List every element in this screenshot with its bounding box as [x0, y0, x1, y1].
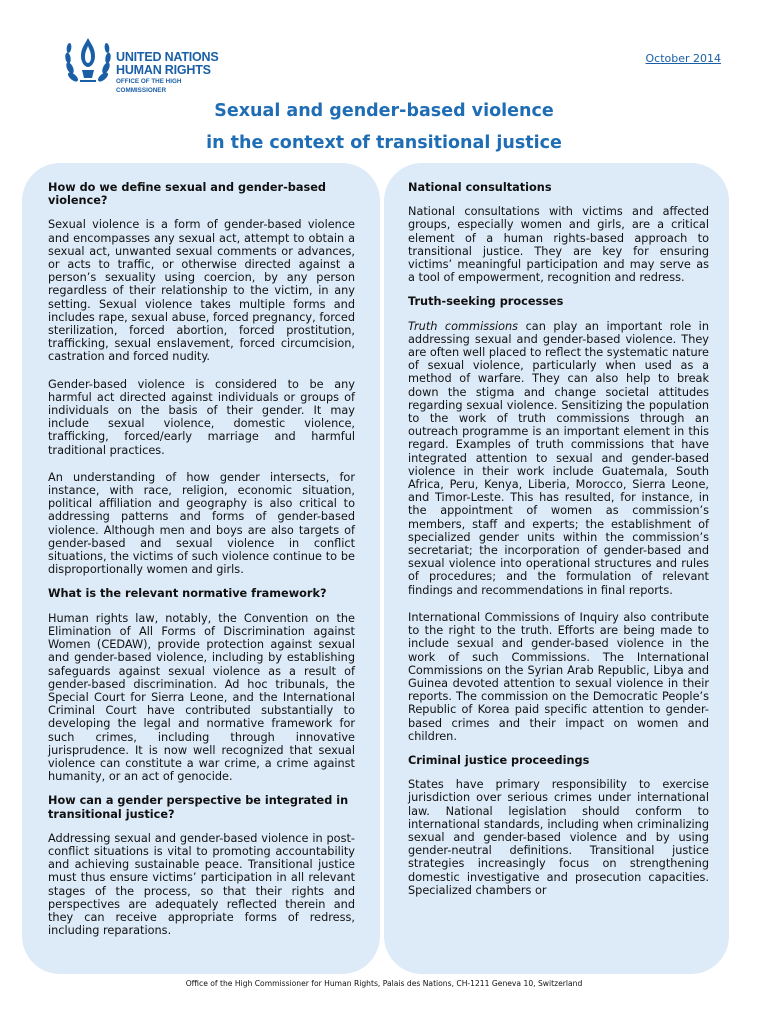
paragraph-normative-framework: Human rights law, notably, the Convention on the Elimination of All Forms of Discrimination against Women (CEDAW), provide protection against sexual and gender-based violence, including by establishing safeguards against sexual violence as a result of gender-based discrimination. Ad hoc tribunals, the Special Court for Sierra Leone, and the International Criminal Court have contributed substantially to developing the legal and normative framework for such crimes, including through innovative jurisprudence. It is now well recognized that sexual violence can constitute a war crime, a crime against humanity, or an act of genocide. — [48, 611, 355, 784]
heading-gender-perspective: How can a gender perspective be integrated in transitional justice? — [48, 794, 349, 821]
heading-criminal-justice: Criminal justice proceedings — [408, 753, 590, 767]
paragraph-truth-commissions — [408, 320, 709, 597]
paragraph-intersectionality: An understanding of how gender intersects, for instance, with race, religion, economic situation, political affiliation and geography is also critical to addressing patterns and forms of gender-based violence. Although men and boys are also targets of gender-based and sexual violence in conflict situations, the victims of such violence continue to be disproportionally women and girls. — [48, 470, 355, 577]
paragraph-sexual-violence-definition: Sexual violence is a form of gender-based violence and encompasses any sexual act, attempt to obtain a sexual act, unwanted sexual comments or advances, or acts to traffic, or otherwise directed against a person’s sexuality using coercion, by any person regardless of their relationship to the victim, in any setting. Sexual violence takes multiple forms and includes rape, sexual abuse, forced pregnancy, forced sterilization, forced abortion, forced prostitution, trafficking, sexual enslavement, forced circumcision, castration and forced nudity. — [48, 218, 355, 364]
ohchr-logo — [62, 34, 232, 94]
page-title-line2: in the context of transitional justice — [206, 133, 562, 153]
paragraph-national-consultations: National consultations with victims and affected groups, especially women and girls, are a critical element of a human rights-based approach to transitional justice. They are key for ensuring victims’ meaningful participation and may serve as a tool of empowerment, recognition and redress. — [408, 205, 709, 285]
truth-commissions-emphasis: Truth commissions — [408, 319, 519, 333]
page-title-line1: Sexual and gender-based violence — [214, 101, 554, 121]
footer-address: Office of the High Commissioner for Human Rights, Palais des Nations, CH-1211 Geneva 10, Switzerland — [185, 979, 583, 988]
un-emblem-icon — [62, 34, 114, 90]
paragraph-criminal-justice: States have primary responsibility to exercise jurisdiction over serious crimes under international law. National legislation should conform to international standards, including when criminalizing sexual and gender-based violence and by using gender-neutral definitions. Transitional justice strategies increasingly focus on strengthening domestic investigative and prosecution capacities. Specialized chambers or — [408, 778, 709, 897]
logo-line-un: UNITED NATIONS — [116, 50, 219, 64]
heading-national-consultations: National consultations — [408, 181, 552, 194]
logo-line-hr: HUMAN RIGHTS — [116, 63, 211, 77]
logo-wordmark — [116, 51, 232, 95]
right-column-panel — [384, 163, 729, 974]
logo-line-ohchr: OFFICE OF THE HIGH COMMISSIONER — [116, 78, 182, 94]
paragraph-gender-perspective: Addressing sexual and gender-based violence in post-conflict situations is vital to promoting accountability and achieving sustainable peace. Transitional justice must thus ensure victims’ participation in all relevant stages of the process, so that their rights and perspectives are adequately reflected therein and they can receive appropriate forms of redress, including reparations. — [48, 831, 355, 938]
publication-date[interactable]: October 2014 — [645, 52, 721, 65]
paragraph-gbv-definition: Gender-based violence is considered to be any harmful act directed against individuals or groups of individuals on the basis of their gender. It may include sexual violence, domestic violence, trafficking, forced/early marriage and harmful traditional practices. — [48, 377, 355, 457]
heading-definition: How do we define sexual and gender-based violence? — [48, 181, 326, 208]
paragraph-commissions-of-inquiry: International Commissions of Inquiry also contribute to the right to the truth. Efforts are being made to include sexual and gender-based violence in the work of such Commissions. The International Commissions on the Syrian Arab Republic, Libya and Guinea devoted attention to sexual violence in their reports. The commission on the Democratic People’s Republic of Korea paid specific attention to gender-based crimes and their impact on women and children. — [408, 610, 709, 743]
truth-commissions-text: can play an important role in addressing sexual and gender-based violence. They are often well placed to reflect the systematic nature of sexual violence, particularly when used as a method of warfare. They can also help to break down the stigma and change societal attitudes regarding sexual violence. Sensitizing the population to the work of truth commissions through an outreach programme is an important element in this regard. Examples of truth commissions that have integrated attention to sexual and gender-based violence in their work include Guatemala, South Africa, Peru, Kenya, Liberia, Morocco, Sierra Leone, and Timor-Leste. This has resulted, for instance, in the appointment of women as commission’s members, staff and experts; the establishment of specialized gender units within the commission’s secretariat; the incorporation of gender-based and sexual violence into operational structures and rules of procedures; and the formulation of relevant findings and recommendations in final reports. — [408, 319, 709, 597]
heading-normative-framework: What is the relevant normative framework? — [48, 587, 327, 601]
heading-truth-seeking: Truth-seeking processes — [408, 295, 564, 309]
left-column-panel — [22, 163, 380, 974]
